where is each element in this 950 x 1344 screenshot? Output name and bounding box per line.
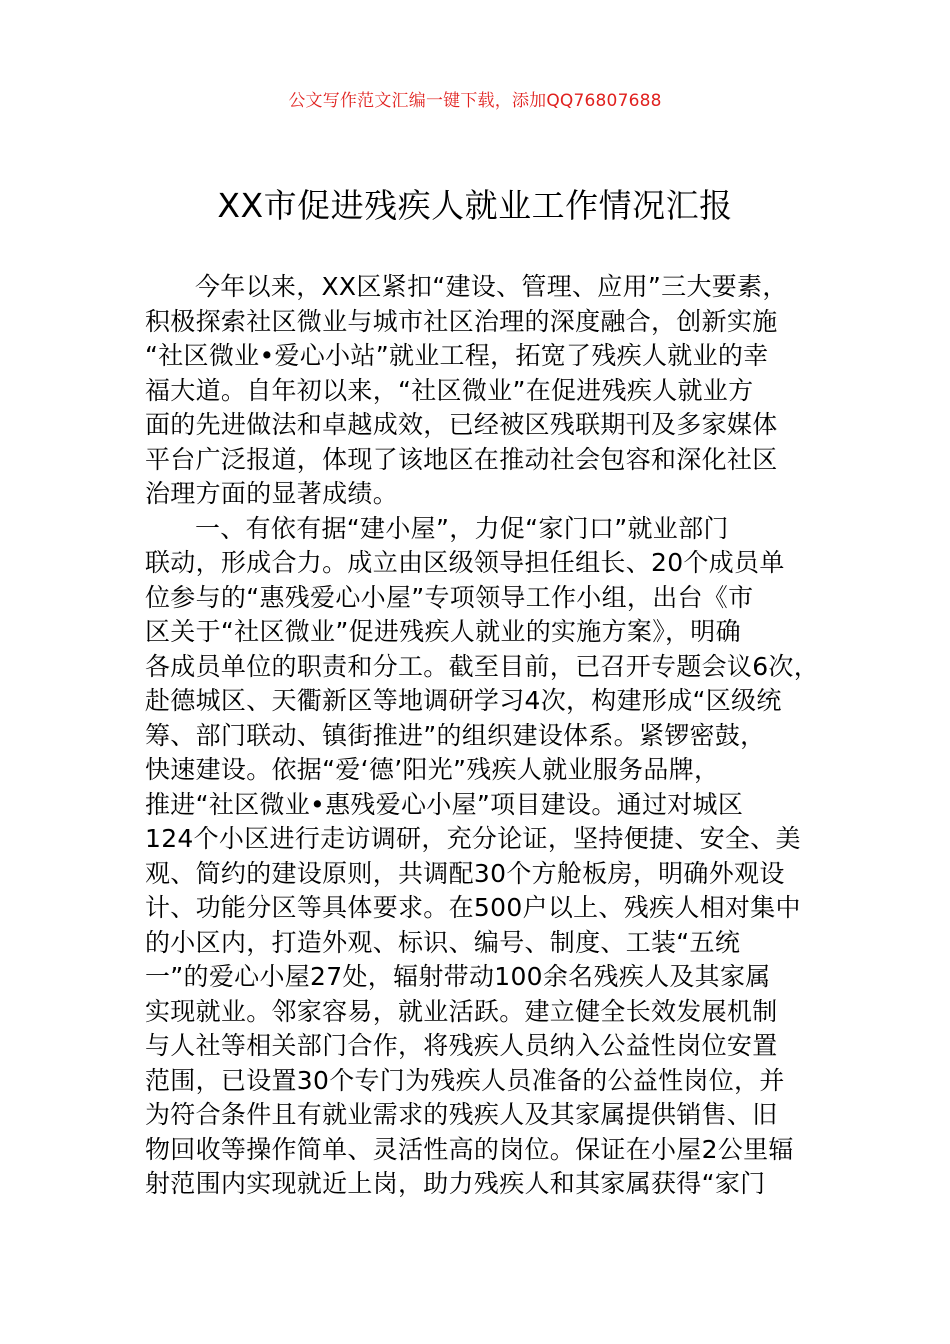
download-watermark: 公文写作范文汇编一键下载，添加QQ76807688 xyxy=(288,91,662,111)
paragraph-line: 物回收等操作简单、灵活性高的岗位。保证在小屋2公里辐 xyxy=(145,1134,794,1164)
paragraph-line: 与人社等相关部门合作，将残疾人员纳入公益性岗位安置 xyxy=(145,1031,778,1060)
paragraph-line: 赴德城区、天衢新区等地调研学习4次，构建形成“区级统 xyxy=(145,686,782,715)
paragraph-line: 射范围内实现就近上岗，助力残疾人和其家属获得“家门 xyxy=(145,1169,766,1198)
paragraph-first-line: 今年以来，XX区紧扣“建设、管理、应用”三大要素， xyxy=(195,272,788,301)
paragraph-line: 计、功能分区等具体要求。在500户以上、残疾人相对集中 xyxy=(145,893,801,922)
paragraph-line: 各成员单位的职责和分工。截至目前，已召开专题会议6次， xyxy=(145,651,820,681)
paragraph-line: 124个小区进行走访调研，充分论证，坚持便捷、安全、美 xyxy=(145,824,801,853)
paragraph-line: 推进“社区微业•惠残爱心小屋”项目建设。通过对城区 xyxy=(145,789,744,819)
paragraph-line: “社区微业•爱心小站”就业工程，拓宽了残疾人就业的幸 xyxy=(145,341,769,370)
paragraph-line: 位参与的“惠残爱心小屋”专项领导工作小组，出台《市 xyxy=(145,582,754,612)
paragraph-line: 为符合条件且有就业需求的残疾人及其家属提供销售、旧 xyxy=(145,1100,778,1129)
paragraph-line: 筹、部门联动、镇街推进”的组织建设体系。紧锣密鼓， xyxy=(145,720,766,750)
paragraph-line: 福大道。自年初以来，“社区微业”在促进残疾人就业方 xyxy=(145,375,754,405)
paragraph-line: 的小区内，打造外观、标识、编号、制度、工装“五统 xyxy=(145,927,741,957)
paragraph-line: 治理方面的显著成绩。 xyxy=(145,479,399,508)
paragraph-line: 区关于“社区微业”促进残疾人就业的实施方案》，明确 xyxy=(145,617,741,646)
paragraph-line: 联动，形成合力。成立由区级领导担任组长、20个成员单 xyxy=(145,548,785,577)
paragraph-line: 实现就业。邻家容易，就业活跃。建立健全长效发展机制 xyxy=(145,996,778,1026)
document-body xyxy=(145,270,835,1202)
paragraph-line: 面的先进做法和卓越成效，已经被区残联期刊及多家媒体 xyxy=(145,410,778,439)
paragraph-line: 观、简约的建设原则，共调配30个方舱板房，明确外观设 xyxy=(145,858,785,888)
paragraph-line: 范围，已设置30个专门为残疾人员准备的公益性岗位，并 xyxy=(145,1065,785,1095)
document-title: XX市促进残疾人就业工作情况汇报 xyxy=(217,186,733,225)
paragraph-first-line: 一、有依有据“建小屋”，力促“家门口”就业部门 xyxy=(195,513,729,543)
paragraph-line: 积极探索社区微业与城市社区治理的深度融合，创新实施 xyxy=(145,306,778,336)
paragraph-line: 一”的爱心小屋27处，辐射带动100余名残疾人及其家属 xyxy=(145,962,771,991)
paragraph-line: 平台广泛报道，体现了该地区在推动社会包容和深化社区 xyxy=(145,444,778,474)
paragraph-line: 快速建设。依据“爱‘德’阳光”残疾人就业服务品牌， xyxy=(145,755,720,784)
